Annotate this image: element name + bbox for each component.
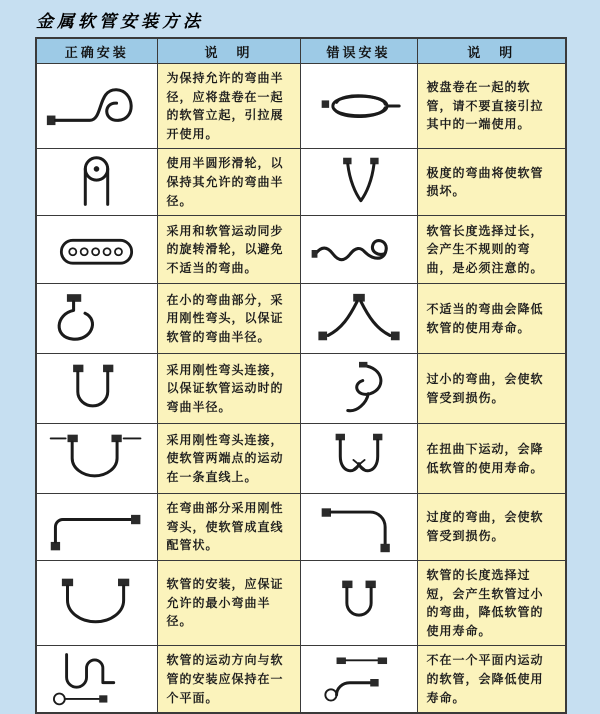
hose-small-bend-hook-icon (309, 360, 409, 418)
hose-irregular-bend-icon (309, 221, 409, 279)
wrong-image-cell (300, 284, 417, 354)
correct-image-cell (36, 424, 157, 494)
correct-description: 为保持允许的弯曲半径，应将盘卷在一起的软管立起，引拉展开使用。 (157, 64, 300, 149)
wrong-description: 极度的弯曲将使软管损坏。 (417, 149, 566, 216)
wrong-image-cell (300, 424, 417, 494)
wrong-image-cell (300, 216, 417, 284)
table-row (36, 560, 566, 645)
wrong-description: 被盘卷在一起的软管，请不要直接引拉其中的一端使用。 (417, 64, 566, 149)
table-row (36, 216, 566, 284)
hose-straight-line-u-icon (44, 430, 149, 488)
correct-description: 采用和软管运动同步的旋转滑轮，以避免不适当的弯曲。 (157, 216, 300, 284)
hose-coil-unrolled-icon (44, 77, 149, 135)
table-row (36, 354, 566, 424)
wrong-description: 不在一个平面内运动的软管，会降低使用寿命。 (417, 646, 566, 713)
hose-too-short-u-icon (309, 575, 409, 631)
hose-single-plane-icon (44, 650, 149, 708)
table-row (36, 149, 566, 216)
table-row (36, 424, 566, 494)
correct-image-cell (36, 284, 157, 354)
correct-image-cell (36, 149, 157, 216)
hose-twisted-u-icon (309, 430, 409, 488)
wrong-image-cell (300, 646, 417, 713)
header-correct-install: 正确安装 (36, 38, 157, 64)
hose-min-bend-radius-u-icon (44, 574, 149, 632)
correct-image-cell (36, 64, 157, 149)
correct-image-cell (36, 560, 157, 645)
correct-image-cell (36, 646, 157, 713)
wrong-image-cell (300, 64, 417, 149)
wrong-description: 软管的长度选择过短，会产生软管过小的弯曲，降低软管的使用寿命。 (417, 560, 566, 645)
table-row (36, 494, 566, 561)
correct-description: 使用半圆形滑轮，以保持其允许的弯曲半径。 (157, 149, 300, 216)
wrong-image-cell (300, 149, 417, 216)
header-description-correct: 说 明 (157, 38, 300, 64)
header-wrong-install: 错误安装 (300, 38, 417, 64)
header-row (36, 38, 566, 64)
header-description-wrong: 说 明 (417, 38, 566, 64)
table-row (36, 646, 566, 713)
table-row (36, 284, 566, 354)
wrong-image-cell (300, 494, 417, 561)
wrong-description: 过小的弯曲，会使软管受到损伤。 (417, 354, 566, 424)
hose-overbend-elbow-icon (309, 499, 409, 555)
wrong-description: 不适当的弯曲会降低软管的使用寿命。 (417, 284, 566, 354)
table-row (36, 64, 566, 149)
hose-rigid-elbow-loop-icon (44, 289, 149, 349)
wrong-description: 过度的弯曲，会使软管受到损伤。 (417, 494, 566, 561)
correct-image-cell (36, 216, 157, 284)
correct-description: 采用刚性弯头连接，使软管两端点的运动在一条直线上。 (157, 424, 300, 494)
correct-description: 软管的运动方向与软管的安装应保持在一个平面。 (157, 646, 300, 713)
hose-rotating-track-icon (44, 221, 149, 279)
hose-out-of-plane-icon (309, 650, 409, 708)
installation-methods-table (35, 37, 567, 714)
hose-sharp-bend-icon (309, 154, 409, 210)
hose-coil-bundle-icon (309, 78, 409, 134)
wrong-image-cell (300, 354, 417, 424)
correct-description: 采用刚性弯头连接，以保证软管运动时的弯曲半径。 (157, 354, 300, 424)
correct-description: 软管的安装，应保证允许的最小弯曲半径。 (157, 560, 300, 645)
hose-elbow-connection-icon (44, 360, 149, 418)
hose-improper-sag-icon (309, 290, 409, 348)
correct-description: 在弯曲部分采用刚性弯头，使软管成直线配管状。 (157, 494, 300, 561)
wrong-image-cell (300, 560, 417, 645)
hose-straight-pipe-elbow-icon (44, 499, 149, 555)
correct-image-cell (36, 494, 157, 561)
correct-description: 在小的弯曲部分，采用刚性弯头，以保证软管的弯曲半径。 (157, 284, 300, 354)
page-title: 金属软管安装方法 (36, 12, 204, 32)
hose-semicircular-pulley-icon (44, 154, 149, 210)
correct-image-cell (36, 354, 157, 424)
wrong-description: 在扭曲下运动，会降低软管的使用寿命。 (417, 424, 566, 494)
wrong-description: 软管长度选择过长，会产生不规则的弯曲，是必须注意的。 (417, 216, 566, 284)
